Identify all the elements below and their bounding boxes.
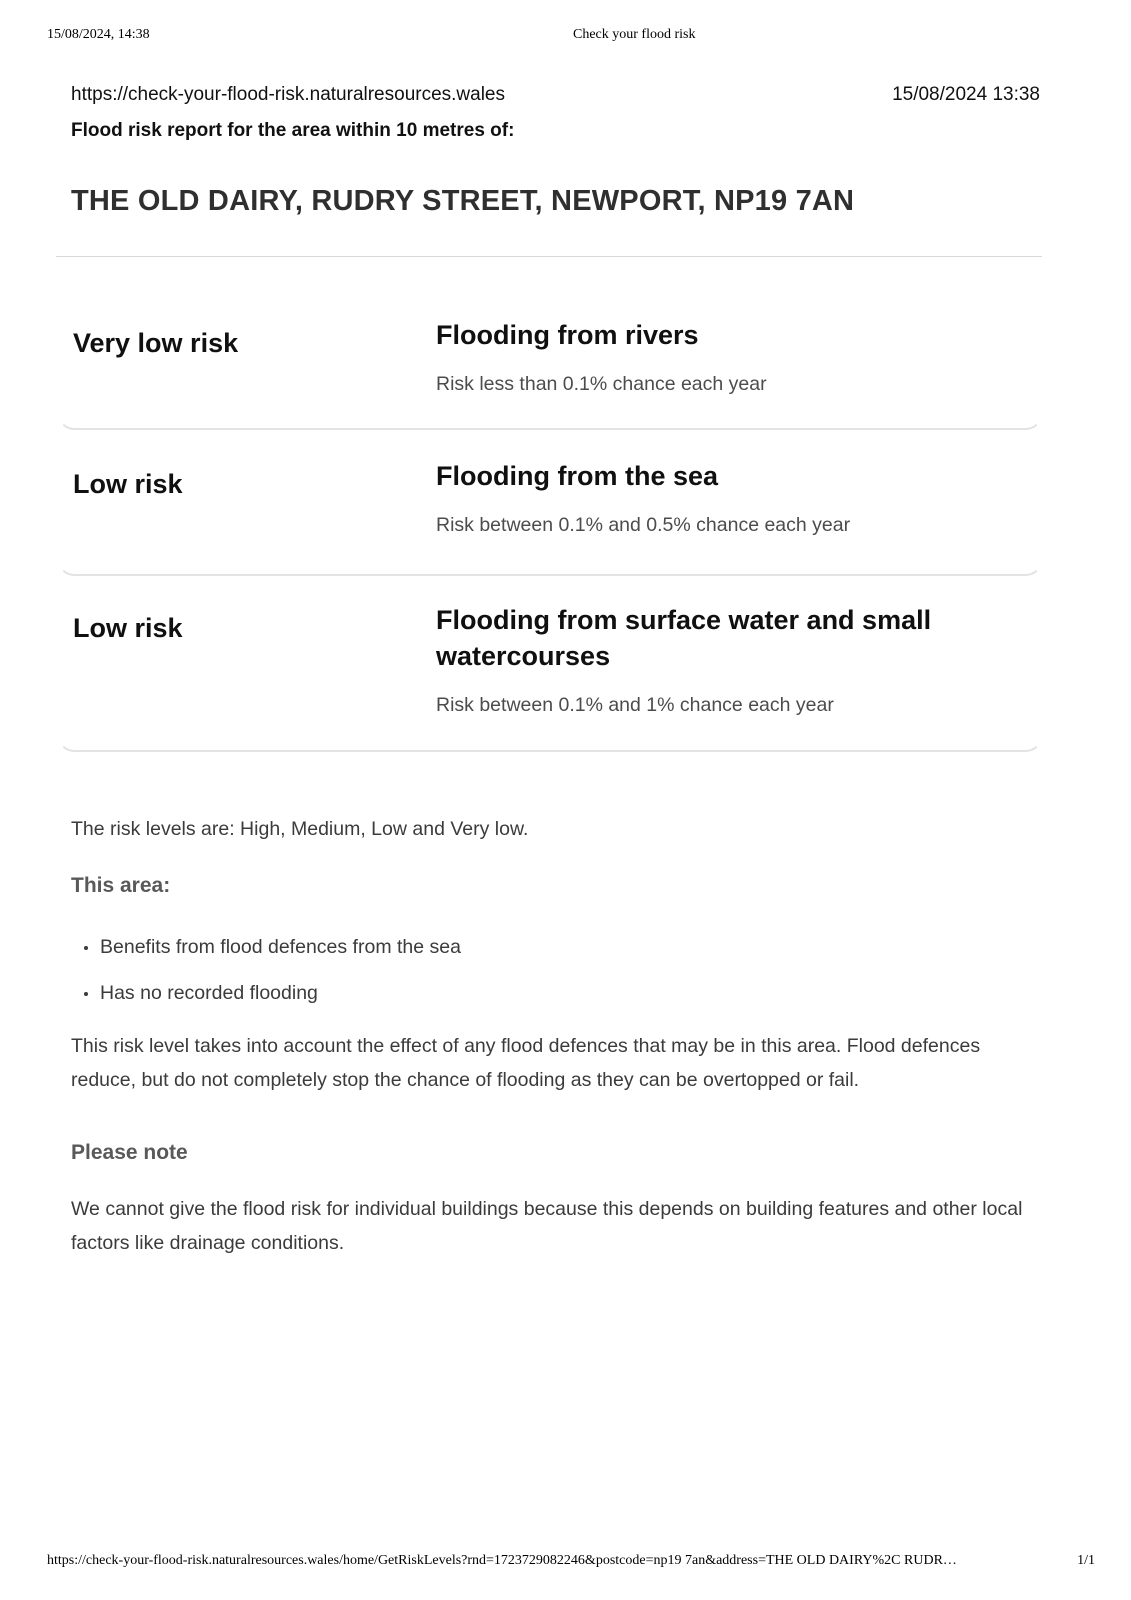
list-item-text: Benefits from flood defences from the sea	[100, 936, 461, 958]
print-datetime: 15/08/2024, 14:38	[47, 27, 150, 42]
print-header	[47, 27, 1084, 43]
risk-info	[436, 458, 1040, 538]
risk-card	[58, 576, 1042, 752]
this-area-heading: This area:	[71, 874, 171, 897]
risk-detail: Risk between 0.1% and 1% chance each year	[436, 694, 834, 716]
report-intro: Flood risk report for the area within 10 metres of:	[71, 120, 515, 141]
list-item	[71, 934, 1040, 960]
risk-card	[58, 430, 1042, 576]
please-note-body: We cannot give the flood risk for individual buildings because this depends on building features and other local factors like drainage conditions.	[71, 1198, 1023, 1254]
risk-detail: Risk less than 0.1% chance each year	[436, 373, 767, 395]
print-title: Check your flood risk	[573, 27, 696, 42]
this-area-list	[71, 934, 1040, 1006]
risk-detail: Risk between 0.1% and 0.5% chance each year	[436, 514, 851, 536]
risk-source-heading: Flooding from the sea	[436, 461, 719, 491]
risk-list	[58, 257, 1042, 752]
site-url: https://check-your-flood-risk.naturalresources.wales	[71, 84, 506, 105]
risk-level-label: Very low risk	[73, 328, 239, 358]
meta-row	[71, 82, 1040, 108]
risk-level-label: Low risk	[73, 469, 183, 499]
page-number: 1/1	[1077, 1553, 1095, 1568]
footer-url: https://check-your-flood-risk.naturalresources.wales/home/GetRiskLevels?rnd=1723729082246&postcode=np19 7an&address=THE OLD DAIRY%2C RUDR…	[47, 1553, 957, 1568]
risk-source-heading: Flooding from rivers	[436, 320, 699, 350]
capture-datetime: 15/08/2024 13:38	[892, 84, 1040, 105]
list-item	[71, 980, 1040, 1006]
risk-source-heading: Flooding from surface water and small watercourses	[436, 605, 932, 671]
list-item-text: Has no recorded flooding	[100, 982, 318, 1004]
report-content	[71, 82, 1040, 1260]
address-heading: THE OLD DAIRY, RUDRY STREET, NEWPORT, NP19 7AN	[71, 185, 855, 217]
risk-card	[58, 257, 1042, 430]
please-note-heading: Please note	[71, 1141, 188, 1164]
risk-level-label: Low risk	[73, 613, 183, 643]
bullet-icon	[84, 992, 88, 996]
bullet-icon	[84, 946, 88, 950]
flood-defences-note: This risk level takes into account the effect of any flood defences that may be in this area. Flood defences reduce, but do not completely stop the chance of flooding as they can be overtopped or fail.	[71, 1035, 981, 1091]
risk-info	[436, 602, 1040, 718]
risk-info	[436, 317, 1040, 397]
print-footer	[47, 1553, 1095, 1569]
risk-levels-note: The risk levels are: High, Medium, Low and Very low.	[71, 818, 529, 840]
